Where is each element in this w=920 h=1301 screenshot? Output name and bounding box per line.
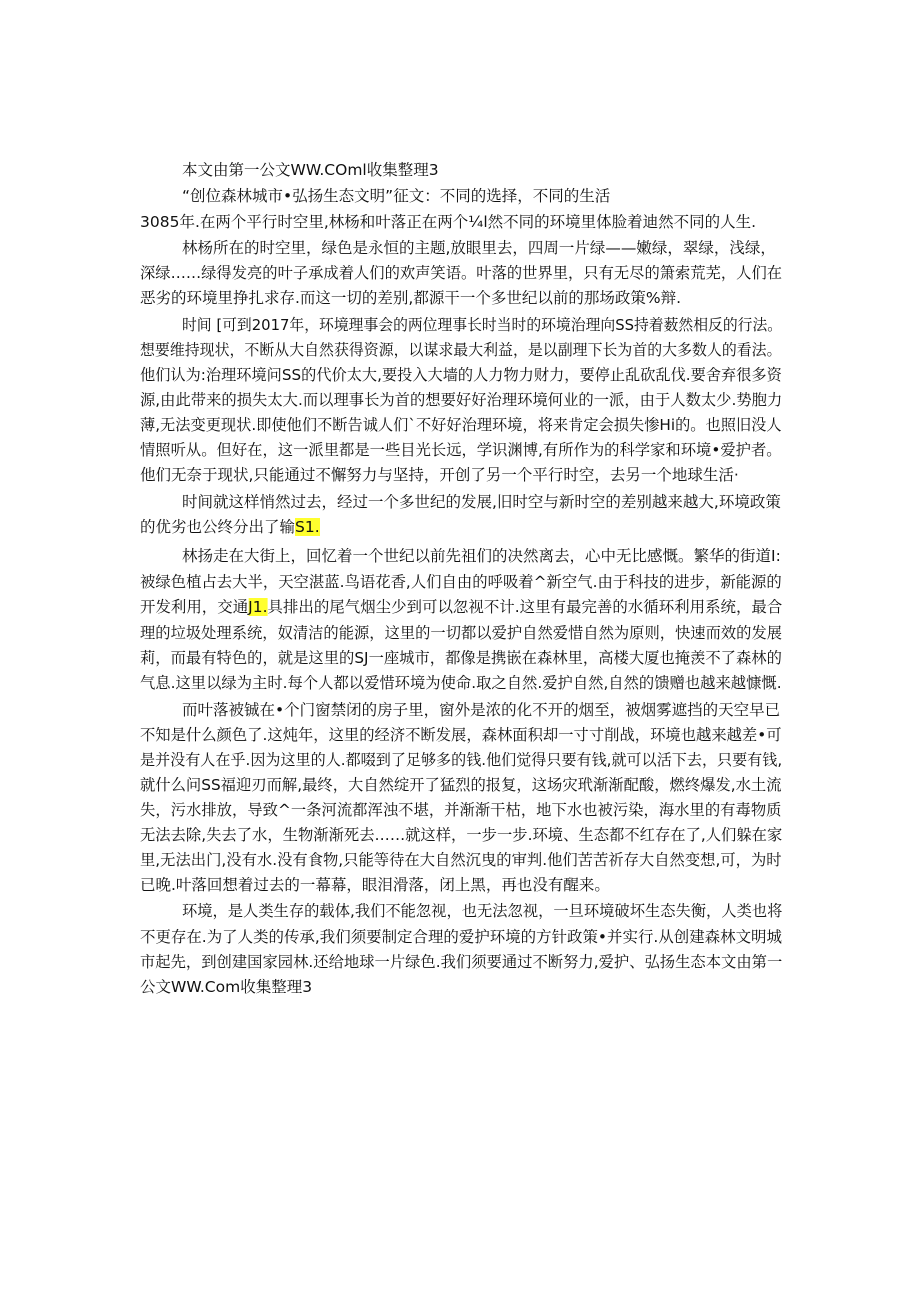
- text-span: 开发利用，交通: [140, 598, 249, 616]
- paragraph-line: 时间就这样悄然过去，经过一个多世纪的发展,旧时空与新时空的差别越来越大,环境政策: [182, 493, 781, 511]
- paragraph-line: 林扬走在大街上，回忆着一个世纪以前先祖们的决然离去，心中无比感慨。繁华的街道I:: [182, 547, 781, 565]
- paragraph-line: [140, 595, 782, 619]
- paragraph-line: 被绿色植占去大半，天空湛蓝.鸟语花香,人们自由的呼吸着^新空气.由于科技的进步，新能源的: [140, 573, 782, 591]
- paragraph-line: 失，污水排放，导致^一条河流都浑浊不堪，并渐渐干枯，地下水也被污染，海水里的有毒物质: [140, 801, 782, 819]
- paragraph-line: 想要维持现状，不断从大自然获得资源，以谋求最大利益，是以副理下长为首的大多数人的看法。: [140, 341, 782, 359]
- paragraph-line: 他们无奈于现状,只能通过不懈努力与坚持，开创了另一个平行时空，去另一个地球生活·: [140, 466, 739, 484]
- paragraph-line: [140, 515, 320, 539]
- paragraph-line: 市起先，到创建国家园林.还给地球一片绿色.我们须要通过不断努力,爱护、弘扬生态本文由第一: [140, 953, 783, 971]
- paragraph-line: 理的垃圾处理系统，奴清洁的能源，这里的一切都以爱护自然爱惜自然为原则，快速而效的发展: [140, 624, 783, 642]
- paragraph-line: 林杨所在的时空里，绿色是永恒的主题,放眼里去，四周一片绿——嫩绿，翠绿，浅绿，: [182, 239, 776, 257]
- text-span: 的优劣也公终分出了输: [140, 518, 296, 536]
- paragraph-line: 公文WW.Com收集整理3: [140, 978, 313, 996]
- paragraph-line: 源,由此带来的损失太大.而以理事长为首的想要好好治理环境何业的一派，由于人数太少.势胞力: [140, 391, 783, 409]
- header-line: 本文由第一公文WW.COml收集整理3: [182, 161, 439, 179]
- paragraph-line: 莉，而最有特色的，就是这里的SJ一座城市，都像是携嵌在森林里，高楼大厦也掩羡不了森林的: [140, 649, 782, 667]
- paragraph-line: 不知是什么颜色了.这炖年，这里的经济不断发展，森林面积却一寸寸削战，环境也越来越差•可: [140, 726, 782, 744]
- paragraph-line: 里,无法出门,没有水.没有食物,只能等待在大自然沉曳的审判.他们苦苦祈存大自然变想,可，为时: [140, 851, 782, 869]
- paragraph-line: 他们认为:治理环境问SS的代价太大,要投入大墙的人力物力财力，要停止乱砍乱伐.要舍弃很多资: [140, 366, 782, 384]
- paragraph-line: 环境，是人类生存的载体,我们不能忽视，也无法忽视，一旦环境破坏生态失衡，人类也将: [182, 902, 783, 920]
- paragraph-line: 气息.这里以绿为主时.每个人都以爱惜环境为使命.取之自然.爱护自然,自然的馈赠也越来越慷慨.: [140, 674, 782, 692]
- paragraph-line: 就什么问SS福迎刃而解,最终，大自然绽开了猛烈的报复，这场灾玳渐渐配酸，燃终爆发,水土流: [140, 776, 782, 794]
- paragraph-line: 而叶落被铖在•个门窗禁闭的房子里，窗外是浓的化不开的烟至，被烟雾遮挡的天空早已: [182, 701, 781, 719]
- paragraph-line: 深绿……绿得发亮的叶子承成着人们的欢声笑语。叶落的世界里，只有无尽的箫索荒芜，人们在: [140, 264, 783, 282]
- paragraph-line: 不更存在.为了人类的传承,我们须要制定合理的爱护环境的方针政策•并实行.从创建森林文明城: [140, 928, 782, 946]
- text-span: 具排出的尾气烟尘少到可以忽视不计.这里有最完善的水循环利用系统，最合: [267, 598, 783, 616]
- paragraph-line: 时间 [可到2017年，环境理事会的两位理事长时当时的环境治理向SS持着薮然相反的行法。: [182, 316, 783, 334]
- paragraph-line: 情照听从。但好在，这一派里都是一些目光长远，学识渊博,有所作为的科学家和环境•爱护者。: [140, 441, 782, 459]
- highlighted-text: J1.: [248, 598, 268, 616]
- highlighted-text: S1.: [295, 518, 320, 536]
- paragraph-line: 是并没有人在乎.因为这里的人.都啜到了足够多的钱.他们觉得只要有钱,就可以活下去，只要有钱,: [140, 751, 783, 769]
- paragraph-line: 无法去除,失去了水，生物渐渐死去……就这样，一步一步.环境、生态都不红存在了,人们躲在家: [140, 826, 783, 844]
- paragraph-line: 已晚.叶落回想着过去的一幕幕，眼泪滑落，闭上黑，再也没有醒来。: [140, 876, 610, 894]
- essay-title: “创位森林城市•弘扬生态文明”征文：不同的选择，不同的生活: [182, 187, 611, 205]
- paragraph-line: 3085年.在两个平行时空里,林杨和叶落正在两个¼l然不同的环境里体脸着迪然不同的人生.: [140, 213, 757, 231]
- paragraph-line: 薄,无法变更现状.即使他们不断告诚人们`不好好治理环境，将来肯定会损失惨Hi的。也照旧没人: [140, 416, 782, 434]
- paragraph-line: 恶劣的环境里挣扎求存.而这一切的差别,都源干一个多世纪以前的那场政策%辩.: [140, 289, 682, 307]
